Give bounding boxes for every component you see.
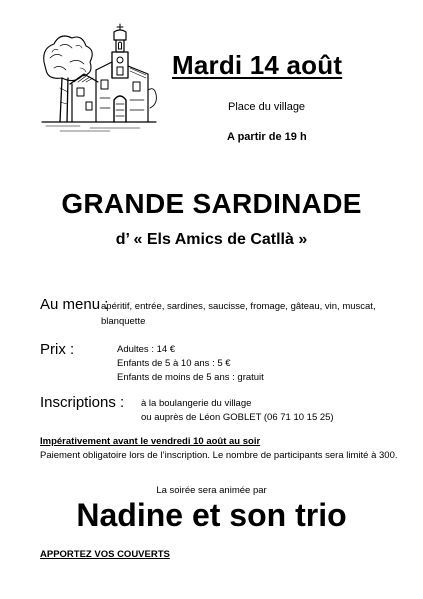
event-organizer: d’ « Els Amics de Catllà »: [115, 231, 308, 248]
event-place: Place du village: [228, 101, 306, 113]
payment-notice: Paiement obligatoire lors de l’inscription. Le nombre de participants sera limité à 300.: [40, 450, 398, 461]
event-date: Mardi 14 août: [172, 50, 343, 80]
registration-line-2: ou auprès de Léon GOBLET (06 71 10 15 25): [141, 412, 334, 423]
price-label: Prix :: [40, 341, 75, 358]
registration-line-1: à la boulangerie du village: [141, 398, 252, 409]
event-start-time: A partir de 19 h: [227, 131, 307, 143]
entertainment-intro: La soirée sera animée par: [156, 485, 267, 496]
price-children: Enfants de 5 à 10 ans : 5 €: [117, 358, 231, 369]
village-church-sketch-icon: [40, 18, 158, 136]
bring-cutlery-notice: APPORTEZ VOS COUVERTS: [40, 549, 170, 560]
registration-deadline: Impérativement avant le vendredi 10 août au soir: [40, 436, 261, 447]
menu-items-line-1: apéritif, entrée, sardines, saucisse, fromage, gâteau, vin, muscat,: [101, 301, 376, 312]
event-title: GRANDE SARDINADE: [61, 188, 362, 219]
price-adults: Adultes : 14 €: [117, 344, 176, 355]
menu-items-line-2: blanquette: [101, 316, 146, 327]
registration-label: Inscriptions :: [40, 394, 125, 411]
band-name: Nadine et son trio: [76, 497, 347, 533]
menu-label: Au menu :: [40, 296, 109, 313]
price-toddlers: Enfants de moins de 5 ans : gratuit: [117, 372, 264, 383]
